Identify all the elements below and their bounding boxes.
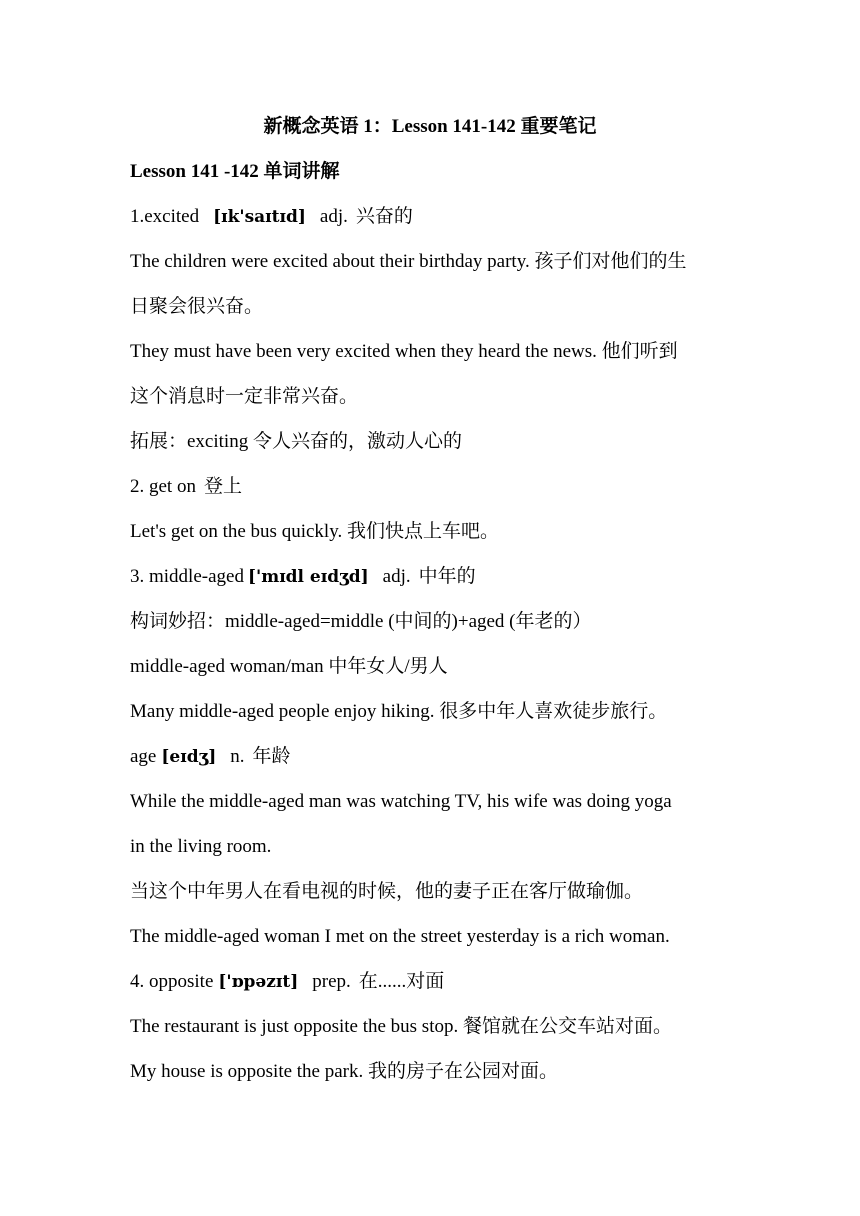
example-sentence-continued: 日聚会很兴奋。	[130, 296, 264, 317]
entry-get-on-headword	[130, 473, 242, 501]
entry-ipa: [eɪdʒ]	[161, 747, 217, 767]
page-title: 新概念英语 1：Lesson 141-142 重要笔记	[263, 116, 597, 137]
entry-word: 1.excited	[130, 206, 200, 227]
example-sentence: The middle-aged woman I met on the street yesterday is a rich woman.	[130, 926, 670, 947]
example-sentence: They must have been very excited when they heard the news. 他们听到	[130, 341, 678, 362]
example-sentence: While the middle-aged man was watching TV, his wife was doing yoga	[130, 791, 672, 812]
example-sentence: My house is opposite the park. 我的房子在公园对面。	[130, 1061, 559, 1082]
entry-pos: n.	[230, 746, 245, 767]
entry-meaning: 在......对面	[358, 971, 445, 992]
entry-ipa: [ɪk'saɪtɪd]	[213, 207, 306, 227]
example-sentence: The children were excited about their birthday party. 孩子们对他们的生	[130, 251, 687, 272]
example-sentence: The restaurant is just opposite the bus stop. 餐馆就在公交车站对面。	[130, 1016, 672, 1037]
entry-word: 2. get on	[130, 476, 196, 497]
example-sentence: Many middle-aged people enjoy hiking. 很多中年人喜欢徒步旅行。	[130, 701, 668, 722]
entry-excited-headword	[130, 203, 413, 231]
phrase-example: middle-aged woman/man 中年女人/男人	[130, 656, 448, 677]
entry-meaning: 登上	[203, 476, 242, 497]
entry-pos: adj.	[382, 566, 411, 587]
entry-meaning: 中年的	[418, 566, 476, 587]
entry-middle-aged-headword	[130, 563, 476, 591]
entry-age-headword	[130, 743, 291, 771]
entry-pos: prep.	[312, 971, 351, 992]
entry-opposite-headword	[130, 968, 444, 996]
example-sentence-continued: 这个消息时一定非常兴奋。	[130, 386, 359, 407]
entry-word: 4. opposite	[130, 971, 214, 992]
example-sentence-continued: in the living room.	[130, 836, 272, 857]
entry-ipa: ['ɒpəzɪt]	[218, 972, 299, 992]
entry-meaning: 兴奋的	[355, 206, 413, 227]
section-heading: Lesson 141 -142 单词讲解	[130, 161, 340, 182]
example-translation: 当这个中年男人在看电视的时候，他的妻子正在客厅做瑜伽。	[130, 881, 644, 902]
entry-word: 3. middle-aged	[130, 566, 244, 587]
example-sentence: Let's get on the bus quickly. 我们快点上车吧。	[130, 521, 499, 542]
entry-pos: adj.	[319, 206, 348, 227]
entry-meaning: 年龄	[252, 746, 291, 767]
entry-ipa: ['mɪdl eɪdʒd]	[247, 567, 369, 587]
word-formation-note: 构词妙招：middle-aged=middle (中间的)+aged (年老的）	[130, 611, 592, 632]
entry-word: age	[130, 746, 157, 767]
extension-note: 拓展：exciting 令人兴奋的，激动人心的	[130, 431, 462, 452]
